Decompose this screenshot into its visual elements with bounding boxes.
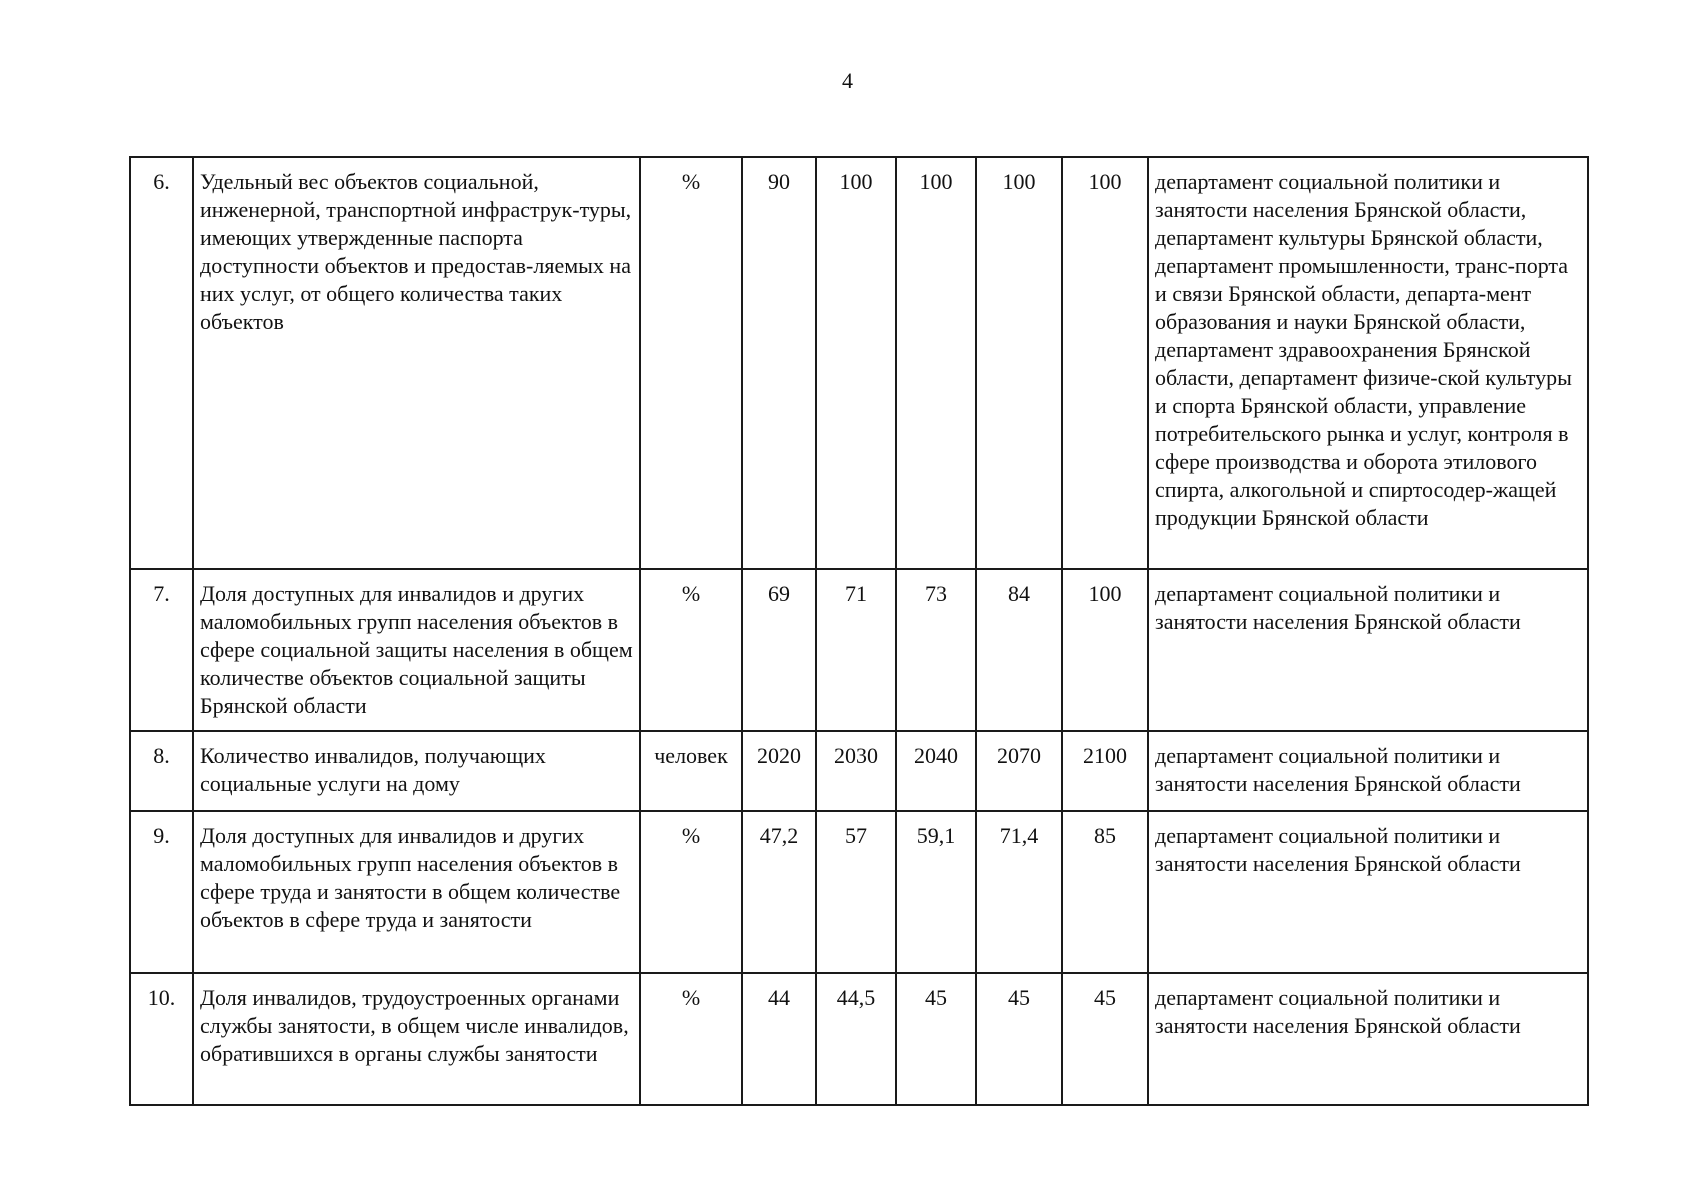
responsible-cell: департамент социальной политики и занятости населения Брянской области xyxy=(1148,731,1588,811)
value-cell: 2070 xyxy=(976,731,1062,811)
value-cell: 71,4 xyxy=(976,811,1062,973)
value-cell: 57 xyxy=(816,811,896,973)
value-cell: 69 xyxy=(742,569,816,731)
value-cell: 100 xyxy=(816,157,896,569)
row-number: 8. xyxy=(130,731,193,811)
row-number: 6. xyxy=(130,157,193,569)
unit-cell: человек xyxy=(640,731,742,811)
unit-cell: % xyxy=(640,157,742,569)
row-number: 9. xyxy=(130,811,193,973)
value-cell: 100 xyxy=(1062,569,1148,731)
table-row xyxy=(130,811,1588,973)
unit-cell: % xyxy=(640,973,742,1105)
responsible-cell: департамент социальной политики и занятости населения Брянской области xyxy=(1148,811,1588,973)
value-cell: 100 xyxy=(1062,157,1148,569)
table-row xyxy=(130,157,1588,569)
unit-cell: % xyxy=(640,811,742,973)
page-number: 4 xyxy=(842,68,853,93)
value-cell: 44 xyxy=(742,973,816,1105)
indicator-name: Количество инвалидов, получающих социальные услуги на дому xyxy=(193,731,640,811)
value-cell: 45 xyxy=(1062,973,1148,1105)
value-cell: 44,5 xyxy=(816,973,896,1105)
value-cell: 71 xyxy=(816,569,896,731)
table-row xyxy=(130,731,1588,811)
value-cell: 85 xyxy=(1062,811,1148,973)
row-number: 7. xyxy=(130,569,193,731)
value-cell: 100 xyxy=(896,157,976,569)
indicator-name: Доля инвалидов, трудоустроенных органами службы занятости, в общем числе инвалидов, обратившихся в органы службы занятости xyxy=(193,973,640,1105)
value-cell: 2020 xyxy=(742,731,816,811)
indicator-name: Доля доступных для инвалидов и других маломобильных групп населения объектов в сфере труда и занятости в общем количестве объектов в сфере труда и занятости xyxy=(193,811,640,973)
value-cell: 45 xyxy=(896,973,976,1105)
value-cell: 2040 xyxy=(896,731,976,811)
unit-cell: % xyxy=(640,569,742,731)
table-row xyxy=(130,973,1588,1105)
responsible-cell: департамент социальной политики и занятости населения Брянской области xyxy=(1148,973,1588,1105)
value-cell: 73 xyxy=(896,569,976,731)
indicators-table xyxy=(129,156,1589,1106)
value-cell: 59,1 xyxy=(896,811,976,973)
indicator-name: Доля доступных для инвалидов и других маломобильных групп населения объектов в сфере социальной защиты населения в общем количестве объектов социальной защиты Брянской области xyxy=(193,569,640,731)
value-cell: 84 xyxy=(976,569,1062,731)
row-number: 10. xyxy=(130,973,193,1105)
responsible-cell: департамент социальной политики и занятости населения Брянской области xyxy=(1148,569,1588,731)
value-cell: 2030 xyxy=(816,731,896,811)
responsible-cell: департамент социальной политики и занятости населения Брянской области, департамент культуры Брянской области, департамент промышленности, транс-порта и связи Брянской области, департа-мент образования и науки Брянской области, департамент здравоохранения Брянской области, департамент физиче-ской культуры и спорта Брянской области, управление потребительского рынка и услуг, контроля в сфере производства и оборота этилового спирта, алкогольной и спиртосодер-жащей продукции Брянской области xyxy=(1148,157,1588,569)
table-row xyxy=(130,569,1588,731)
indicator-name: Удельный вес объектов социальной, инженерной, транспортной инфраструк-туры, имеющих утвержденные паспорта доступности объектов и предостав-ляемых на них услуг, от общего количества таких объектов xyxy=(193,157,640,569)
value-cell: 100 xyxy=(976,157,1062,569)
value-cell: 2100 xyxy=(1062,731,1148,811)
value-cell: 47,2 xyxy=(742,811,816,973)
value-cell: 45 xyxy=(976,973,1062,1105)
value-cell: 90 xyxy=(742,157,816,569)
